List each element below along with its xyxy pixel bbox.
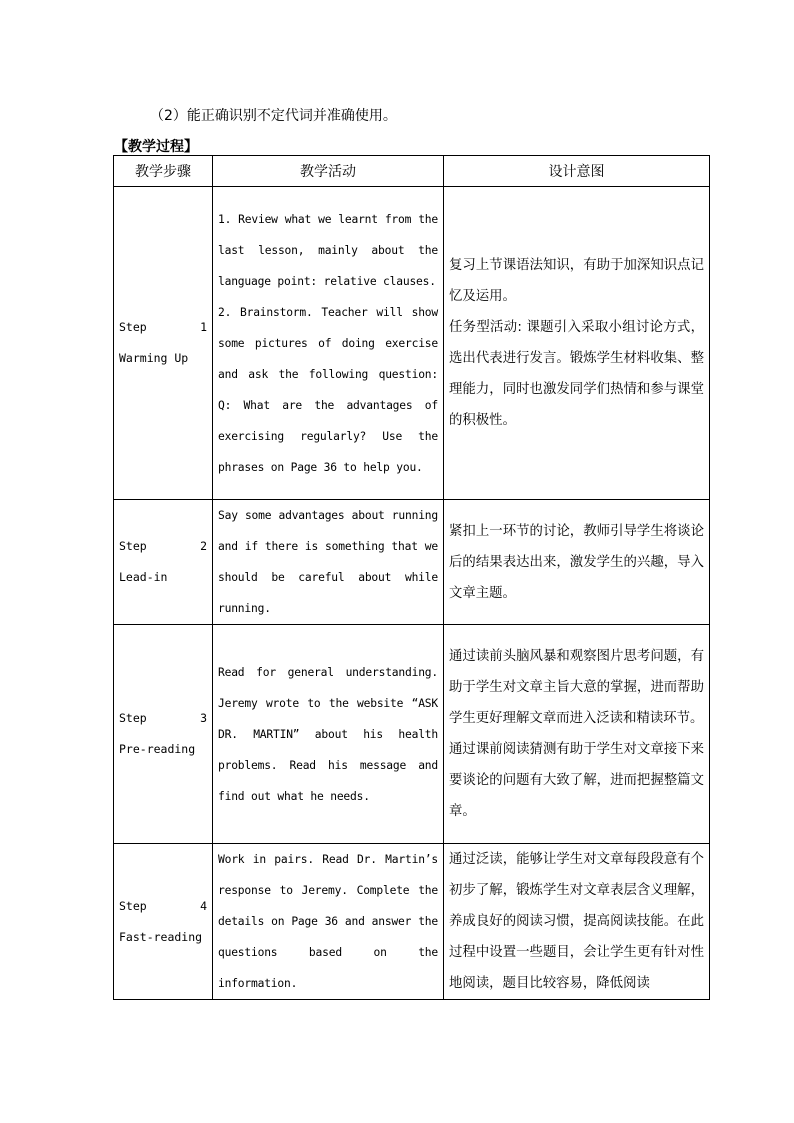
intent-cell <box>444 625 710 844</box>
activity-cell <box>213 500 444 625</box>
intent-paragraph: 通过泛读，能够让学生对文章每段段意有个初步了解，锻炼学生对文章表层含义理解，养成良好的阅读习惯，提高阅读技能。在此过程中设置一些题目，会让学生更有针对性地阅读，题目比较容易，降低阅读 <box>449 852 704 991</box>
intent-paragraph: 复习上节课语法知识，有助于加深知识点记忆及运用。 <box>449 258 704 304</box>
activity-paragraph: 2. Brainstorm. Teacher will show some pictures of doing exercise and ask the following question: Q: What are the advantages of exercising regularly? Use the phrases on Page 36 to help you. <box>218 305 438 474</box>
step-cell <box>114 844 213 1000</box>
activity-paragraph: Work in pairs. Read Dr. Martin’s response to Jeremy. Complete the details on Page 36 and answer the questions based on the information. <box>218 853 438 990</box>
step-word: Step <box>119 898 147 913</box>
objective-text: （2）能正确识别不定代词并准确使用。 <box>150 108 397 124</box>
table-row <box>114 625 710 844</box>
step-name: Warming Up <box>119 351 189 365</box>
activity-paragraph: Read for general understanding. Jeremy wrote to the website “ASK DR. MARTIN” about his health problems. Read his message and find out what he needs. <box>218 665 438 803</box>
header-intent: 设计意图 <box>444 156 710 187</box>
table-header-row <box>114 156 710 187</box>
step-number: 4 <box>200 898 207 913</box>
step-name: Fast-reading <box>119 929 203 944</box>
intent-paragraph: 紧扣上一环节的讨论，教师引导学生将谈论后的结果表达出来，激发学生的兴趣，导入文章主题。 <box>449 523 704 601</box>
step-number: 2 <box>200 539 207 553</box>
table-row <box>114 844 710 1000</box>
intent-cell <box>444 187 710 500</box>
table-row <box>114 500 710 625</box>
table-row <box>114 187 710 500</box>
step-number: 1 <box>200 320 207 334</box>
step-cell <box>114 625 213 844</box>
step-cell <box>114 500 213 625</box>
step-word: Step <box>119 539 147 553</box>
section-title: 【教学过程】 <box>114 139 198 155</box>
activity-cell <box>213 187 444 500</box>
step-cell <box>114 187 213 500</box>
activity-paragraph: Say some advantages about running and if there is something that we should be careful about while running. <box>218 509 438 615</box>
intent-paragraph: 通过课前阅读猜测有助于学生对文章接下来要谈论的问题有大致了解，进而把握整篇文章。 <box>449 742 704 819</box>
header-step: 教学步骤 <box>114 156 213 187</box>
intent-paragraph: 通过读前头脑风暴和观察图片思考问题，有助于学生对文章主旨大意的掌握，进而帮助学生更好理解文章而进入泛读和精读环节。 <box>449 649 704 726</box>
activity-cell <box>213 844 444 1000</box>
activity-paragraph: 1. Review what we learnt from the last lesson, mainly about the language point: relative clauses. <box>218 212 438 288</box>
step-word: Step <box>119 711 147 725</box>
step-name: Lead-in <box>119 570 168 584</box>
activity-cell <box>213 625 444 844</box>
teaching-process-table <box>113 155 710 1000</box>
intent-cell <box>444 844 710 1000</box>
step-number: 3 <box>200 711 207 725</box>
intent-paragraph: 任务型活动: 课题引入采取小组讨论方式，选出代表进行发言。锻炼学生材料收集、整理能力，同时也激发同学们热情和参与课堂的积极性。 <box>449 320 704 428</box>
step-word: Step <box>119 320 147 334</box>
step-name: Pre-reading <box>119 742 196 756</box>
intent-cell <box>444 500 710 625</box>
header-activity: 教学活动 <box>213 156 444 187</box>
